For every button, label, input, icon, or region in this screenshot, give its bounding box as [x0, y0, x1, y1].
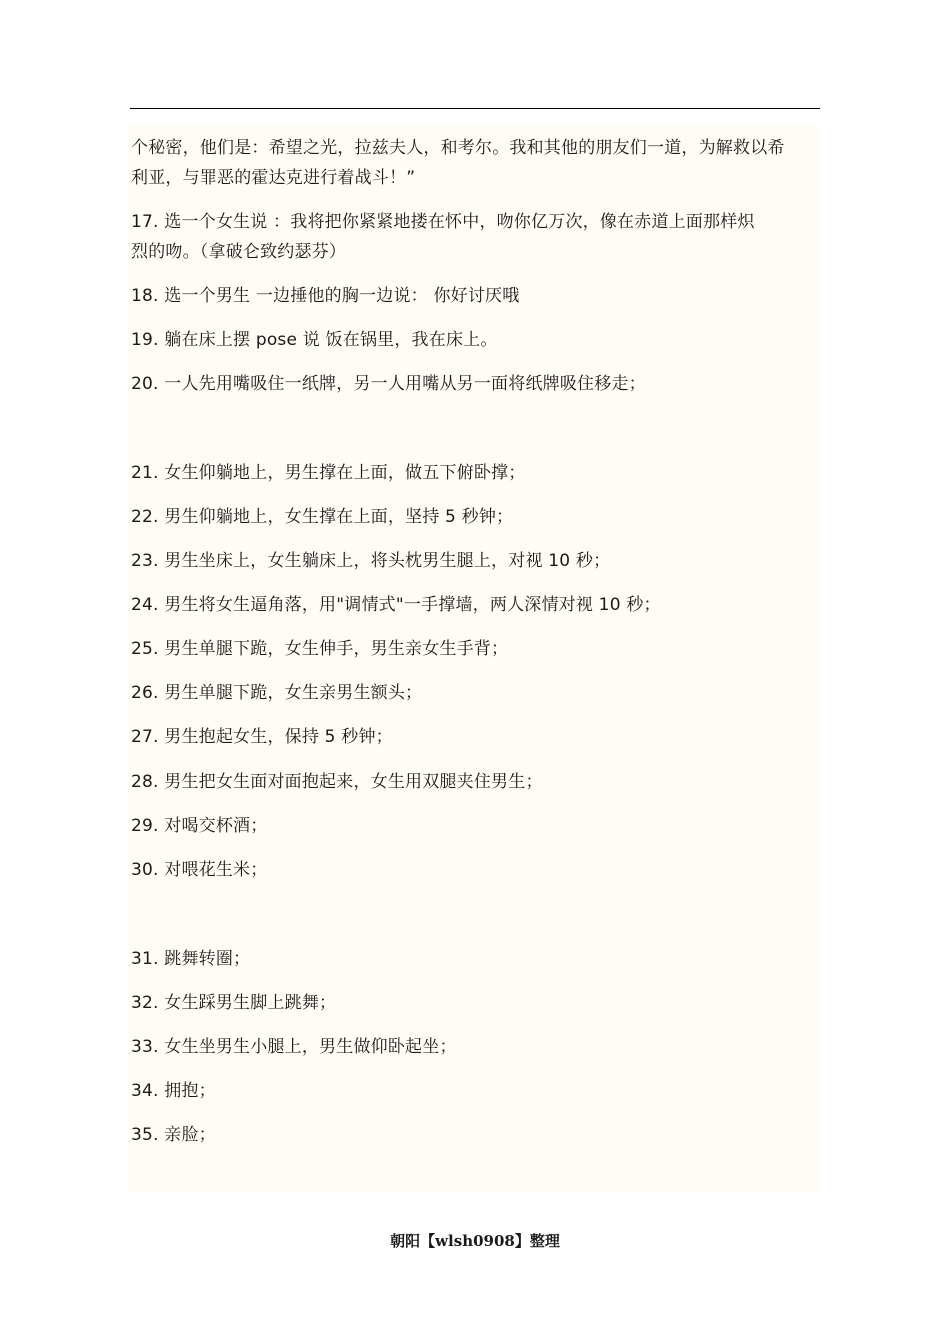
item-19: 19. 躺在床上摆 pose 说 饭在锅里，我在床上。	[131, 330, 498, 350]
item-20: 20. 一人先用嘴吸住一纸牌，另一人用嘴从另一面将纸牌吸住移走；	[131, 374, 646, 394]
item-18: 18. 选一个男生 一边捶他的胸一边说： 你好讨厌哦	[131, 286, 520, 306]
text-line-1: 个秘密，他们是：希望之光，拉兹夫人，和考尔。我和其他的朋友们一道，为解救以希	[131, 138, 785, 158]
item-33: 33. 女生坐男生小腿上，男生做仰卧起坐；	[131, 1037, 457, 1057]
item-17-line-1: 17. 选一个女生说 ：我将把你紧紧地搂在怀中，吻你亿万次，像在赤道上面那样炽	[131, 212, 755, 232]
item-30: 30. 对喂花生米；	[131, 860, 268, 880]
item-22: 22. 男生仰躺地上，女生撑在上面，坚持 5 秒钟；	[131, 507, 514, 527]
item-34: 34. 拥抱；	[131, 1081, 216, 1101]
item-29: 29. 对喝交杯酒；	[131, 816, 268, 836]
item-27: 27. 男生抱起女生，保持 5 秒钟；	[131, 727, 393, 747]
header-rule	[130, 108, 820, 109]
page-footer: 朝阳【wlsh0908】整理	[390, 1232, 560, 1250]
item-17-line-2: 烈的吻。（拿破仑致约瑟芬）	[131, 242, 347, 262]
item-32: 32. 女生踩男生脚上跳舞；	[131, 993, 337, 1013]
item-28: 28. 男生把女生面对面抱起来，女生用双腿夹住男生；	[131, 772, 543, 792]
item-35: 35. 亲脸；	[131, 1125, 216, 1145]
item-31: 31. 跳舞转圈；	[131, 949, 251, 969]
text-line-2: 利亚，与罪恶的霍达克进行着战斗！”	[131, 168, 416, 188]
item-24: 24. 男生将女生逼角落，用"调情式"一手撑墙，两人深情对视 10 秒；	[131, 595, 661, 615]
item-26: 26. 男生单腿下跪，女生亲男生额头；	[131, 683, 423, 703]
item-21: 21. 女生仰躺地上，男生撑在上面，做五下俯卧撑；	[131, 463, 526, 483]
item-23: 23. 男生坐床上，女生躺床上，将头枕男生腿上，对视 10 秒；	[131, 551, 611, 571]
item-25: 25. 男生单腿下跪，女生伸手，男生亲女生手背；	[131, 639, 509, 659]
